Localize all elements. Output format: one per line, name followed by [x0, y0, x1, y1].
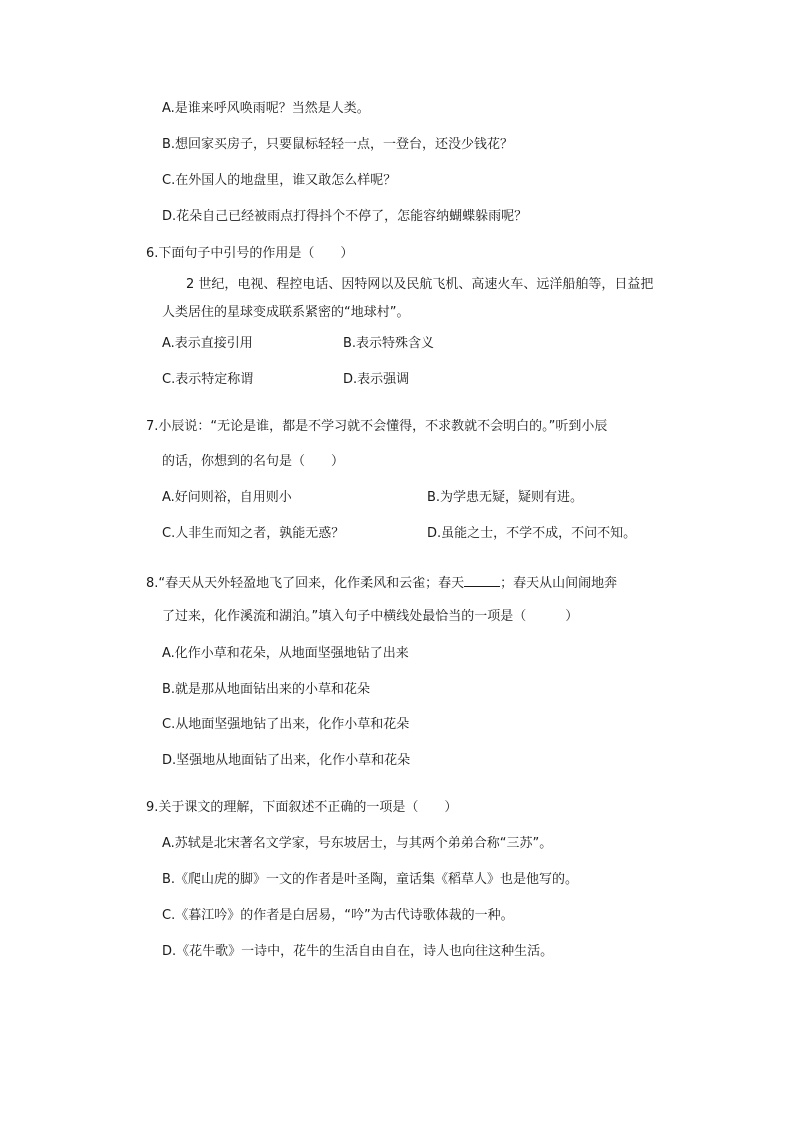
q8-question-line-1 [146, 573, 617, 593]
q8-question-text-after-blank: ；春天从山间闹地奔 [500, 576, 618, 591]
q6-option-d: D.表示强调 [343, 372, 410, 387]
q5-option-a: A.是谁来呼风唤雨呢？当然是人类。 [162, 101, 370, 116]
q6-question: 6.下面句子中引号的作用是（ ） [146, 246, 354, 261]
q9-option-a: A.苏轼是北宋著名文学家，号东坡居士，与其两个弟弟合称“三苏”。 [162, 836, 553, 851]
q8-blank [464, 573, 500, 587]
q7-option-b: B.为学患无疑，疑则有进。 [427, 490, 584, 505]
q9-option-c: C.《暮江吟》的作者是白居易，“吟”为古代诗歌体裁的一种。 [162, 908, 514, 923]
q8-option-a: A.化作小草和花朵，从地面坚强地钻了出来 [162, 646, 409, 661]
q7-option-c: C.人非生而知之者，孰能无惑？ [162, 526, 345, 541]
q8-option-b: B.就是那从地面钻出来的小草和花朵 [162, 682, 371, 697]
q9-option-b: B.《爬山虎的脚》一文的作者是叶圣陶，童话集《稻草人》也是他写的。 [162, 872, 579, 887]
q8-question-text-before-blank: 8.“春天从天外轻盈地飞了回来，化作柔风和云雀；春天 [146, 576, 465, 591]
q9-option-d: D.《花牛歌》一诗中，花牛的生活自由自在，诗人也向往这种生活。 [162, 944, 554, 959]
q7-question-line-1: 7.小辰说：“无论是谁，都是不学习就不会懂得，不求教就不会明白的。”听到小辰 [146, 419, 608, 434]
q8-option-d: D.坚强地从地面钻了出来，化作小草和花朵 [162, 753, 411, 768]
q5-option-c: C.在外国人的地盘里，谁又敢怎么样呢？ [162, 173, 397, 188]
q6-passage-line-2: 人类居住的星球变成联系紧密的“地球村”。 [162, 305, 410, 320]
q8-option-c: C.从地面坚强地钻了出来，化作小草和花朵 [162, 717, 410, 732]
q9-question: 9.关于课文的理解，下面叙述不正确的一项是（ ） [146, 800, 458, 815]
q5-option-b: B.想回家买房子，只要鼠标轻轻一点，一登台，还没少钱花？ [162, 137, 514, 152]
q6-option-c: C.表示特定称谓 [162, 372, 254, 387]
q5-option-d: D.花朵自己已经被雨点打得抖个不停了，怎能容纳蝴蝶躲雨呢？ [162, 209, 528, 224]
q6-option-b: B.表示特殊含义 [343, 336, 435, 351]
q8-question-line-2: 了过来，化作溪流和湖泊。”填入句子中横线处最恰当的一项是（ ） [162, 609, 579, 624]
q6-passage-line-1: 2 世纪，电视、程控电话、因特网以及民航飞机、高速火车、远洋船舶等，日益把 [186, 277, 654, 292]
q7-option-d: D.虽能之士，不学不成，不问不知。 [427, 526, 637, 541]
q7-question-line-2: 的话，你想到的名句是（ ） [162, 454, 345, 469]
q6-option-a: A.表示直接引用 [162, 336, 253, 351]
q7-option-a: A.好问则裕，自用则小 [162, 490, 292, 505]
